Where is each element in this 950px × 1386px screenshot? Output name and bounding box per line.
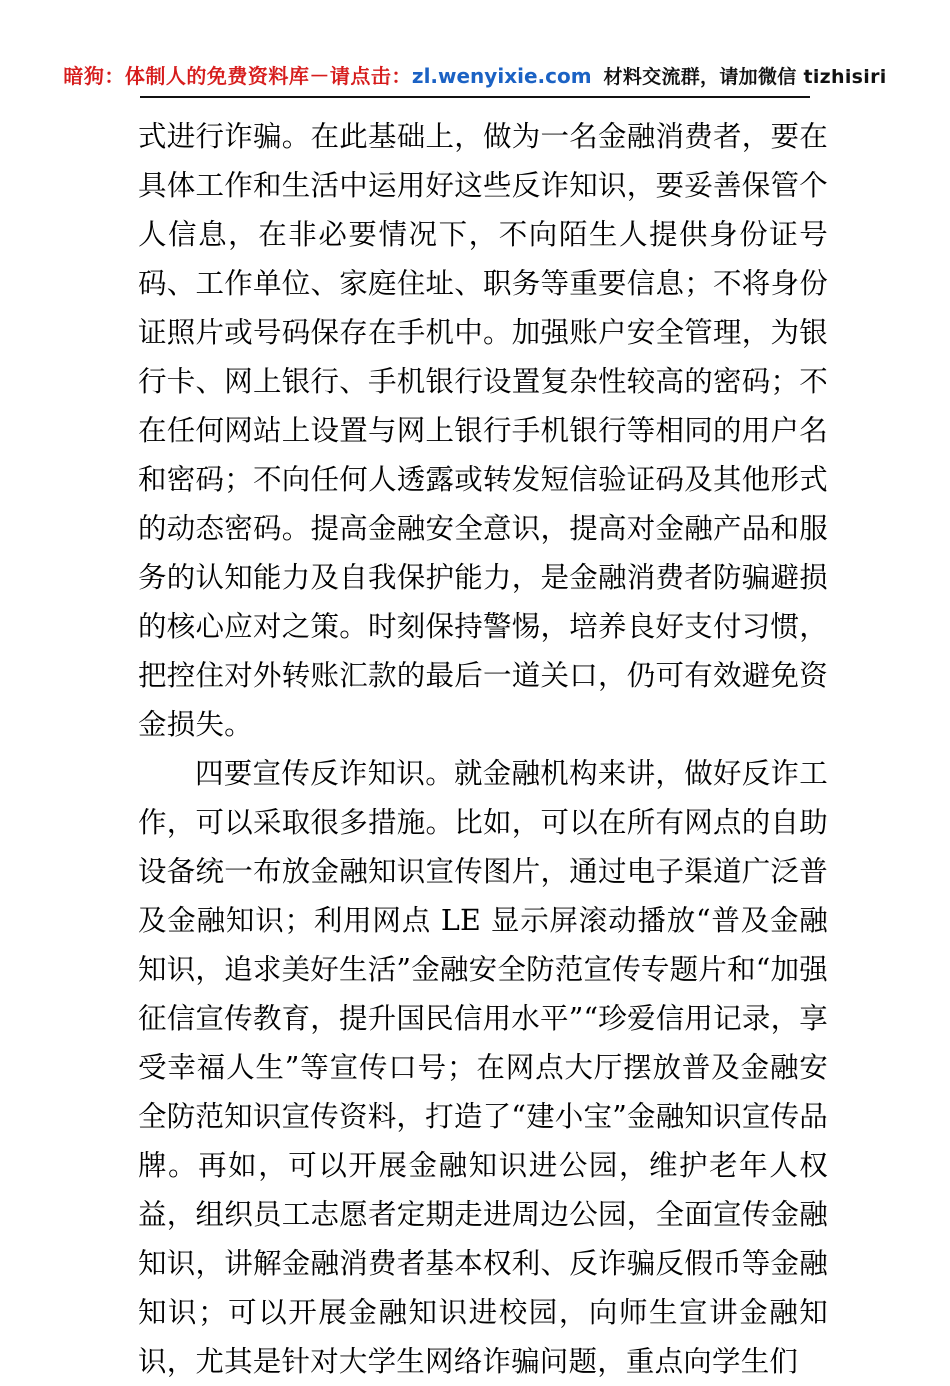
promo-banner bbox=[0, 52, 950, 96]
document-body bbox=[138, 112, 828, 1386]
paragraph: 四要宣传反诈知识。就金融机构来讲，做好反诈工作，可以采取很多措施。比如，可以在所有网点的自助设备统一布放金融知识宣传图片，通过电子渠道广泛普及金融知识；利用网点 LE 显示屏滚动播放“普及金融知识，追求美好生活”金融安全防范宣传专题片和“加强征信宣传教育，提升国民信用水平”“珍爱信用记录，享受幸福人生”等宣传口号；在网点大厅摆放普及金融安全防范知识宣传资料，打造了“建小宝”金融知识宣传品牌。再如，可以开展金融知识进公园，维护老年人权益，组织员工志愿者定期走进周边公园，全面宣传金融知识，讲解金融消费者基本权利、反诈骗反假币等金融知识；可以开展金融知识进校园，向师生宣讲金融知识，尤其是针对大学生网络诈骗问题，重点向学生们 bbox=[138, 757, 828, 1378]
click-label: －请点击： bbox=[309, 63, 412, 88]
promo-banner-inner bbox=[63, 60, 886, 89]
header-divider bbox=[140, 96, 810, 98]
brand-prefix: 暗狗： bbox=[63, 63, 125, 88]
contact-text: 材料交流群，请加微信 tizhisiri bbox=[603, 65, 887, 88]
brand-text: 体制人的免费资料库 bbox=[124, 63, 310, 88]
paragraph: 式进行诈骗。在此基础上，做为一名金融消费者，要在具体工作和生活中运用好这些反诈知识，要妥善保管个人信息，在非必要情况下，不向陌生人提供身份证号码、工作单位、家庭住址、职务等重要信息；不将身份证照片或号码保存在手机中。加强账户安全管理，为银行卡、网上银行、手机银行设置复杂性较高的密码；不在任何网站上设置与网上银行手机银行等相同的用户名和密码；不向任何人透露或转发短信验证码及其他形式的动态密码。提高金融安全意识，提高对金融产品和服务的认知能力及自我保护能力，是金融消费者防骗避损的核心应对之策。时刻保持警惕，培养良好支付习惯，把控住对外转账汇款的最后一道关口，仍可有效避免资金损失。 bbox=[138, 120, 828, 741]
promo-link[interactable]: zl.wenyixie.com bbox=[411, 63, 592, 88]
